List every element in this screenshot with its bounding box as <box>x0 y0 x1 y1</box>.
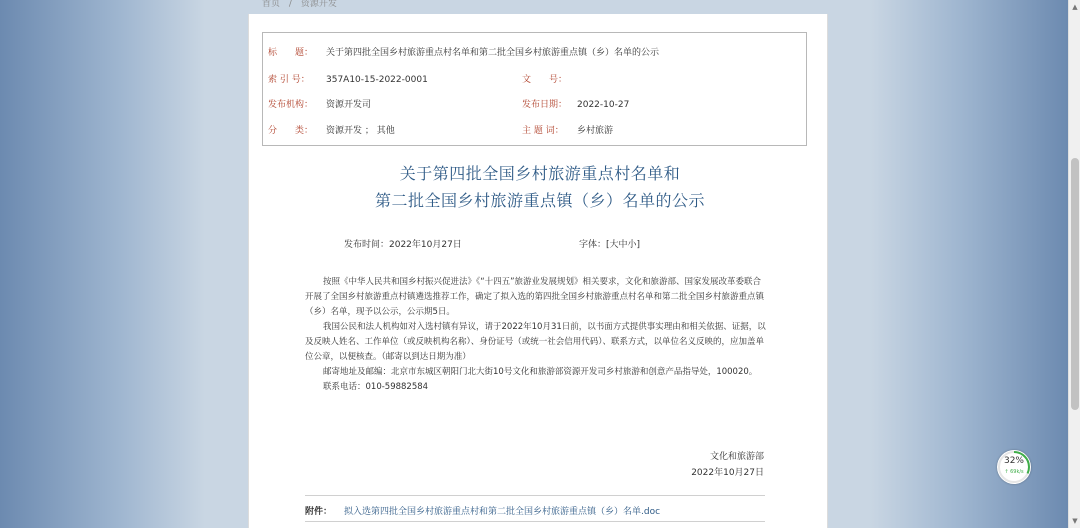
meta-topic-label: 主 题 词： <box>522 126 564 136</box>
signature-date: 2022年10月27日 <box>691 468 764 478</box>
body-paragraph: 联系电话：010-59882584 <box>323 382 429 392</box>
meta-title-row <box>268 45 659 58</box>
meta-index-row <box>268 72 428 85</box>
article-title-line2: 第二批全国乡村旅游重点镇（乡）名单的公示 <box>374 191 705 210</box>
breadcrumb <box>262 0 343 9</box>
meta-docno-row <box>522 72 577 85</box>
attachment-label: 附件： <box>305 507 333 517</box>
meta-topic-row <box>522 123 613 136</box>
breadcrumb-home[interactable]: 首页 <box>262 0 281 9</box>
meta-org-value: 资源开发司 <box>326 100 372 110</box>
meta-topic-value: 乡村旅游 <box>577 126 614 136</box>
article-body <box>305 275 768 395</box>
meta-category-label: 分 类： <box>268 126 314 136</box>
divider <box>305 521 765 522</box>
font-size-control[interactable]: 字体：[大中小] <box>579 240 641 250</box>
divider <box>305 495 765 496</box>
meta-org-row <box>268 97 371 110</box>
attachment-link[interactable]: 拟入选第四批全国乡村旅游重点村和第二批全国乡村旅游重点镇（乡）名单.doc <box>344 507 661 517</box>
breadcrumb-separator: / <box>288 0 292 9</box>
meta-date-row <box>522 97 629 110</box>
body-paragraph: 邮寄地址及邮编：北京市东城区朝阳门北大街10号文化和旅游部资源开发司乡村旅游和创意产品指导处，100020。 <box>323 367 758 377</box>
widget-percent: 32% <box>1003 456 1024 466</box>
meta-index-value: 357A10-15-2022-0001 <box>326 75 428 85</box>
body-paragraph: 按照《中华人民共和国乡村振兴促进法》《“十四五”旅游业发展规划》相关要求，文化和旅游部、国家发展改革委联合开展了全国乡村旅游重点村镇遴选推荐工作，确定了拟入选的第四批全国乡村旅游重点村名单和第二批全国乡村旅游重点镇（乡）名单，现予以公示，公示期5日。 <box>305 277 765 317</box>
meta-org-label: 发布机构： <box>268 100 314 110</box>
meta-title-value: 关于第四批全国乡村旅游重点村名单和第二批全国乡村旅游重点镇（乡）名单的公示 <box>326 48 660 58</box>
attachment-row <box>305 504 660 517</box>
article-title-line1: 关于第四批全国乡村旅游重点村名单和 <box>399 164 681 183</box>
body-paragraph: 我国公民和法人机构如对入选村镇有异议，请于2022年10月31日前，以书面方式提供事实理由和相关依据、证据，以及反映人姓名、工作单位（或反映机构名称）、身份证号（或统一社会信用代码）、联系方式，以单位名义反映的，应加盖单位公章，以便核查。（邮寄以到达日期为准） <box>305 322 766 362</box>
scroll-down-arrow-icon[interactable]: ▼ <box>1072 517 1078 525</box>
network-speed-widget[interactable] <box>997 450 1031 484</box>
meta-title-label: 标 题： <box>268 48 314 58</box>
meta-date-label: 发布日期： <box>522 100 568 110</box>
vertical-scrollbar[interactable] <box>1068 0 1080 528</box>
meta-docno-label: 文 号： <box>522 75 568 85</box>
scrollbar-thumb[interactable] <box>1071 158 1079 410</box>
scroll-up-arrow-icon[interactable]: ▲ <box>1072 3 1078 11</box>
meta-index-label: 索 引 号： <box>268 75 310 85</box>
widget-speed: ↑ 69k/s <box>1004 469 1024 475</box>
signature-org: 文化和旅游部 <box>709 452 764 462</box>
publish-time: 发布时间：2022年10月27日 <box>344 240 462 250</box>
breadcrumb-current[interactable]: 资源开发 <box>300 0 337 9</box>
meta-category-value: 资源开发 ； 其他 <box>326 126 395 136</box>
meta-date-value: 2022-10-27 <box>577 100 630 110</box>
meta-category-row <box>268 123 395 136</box>
